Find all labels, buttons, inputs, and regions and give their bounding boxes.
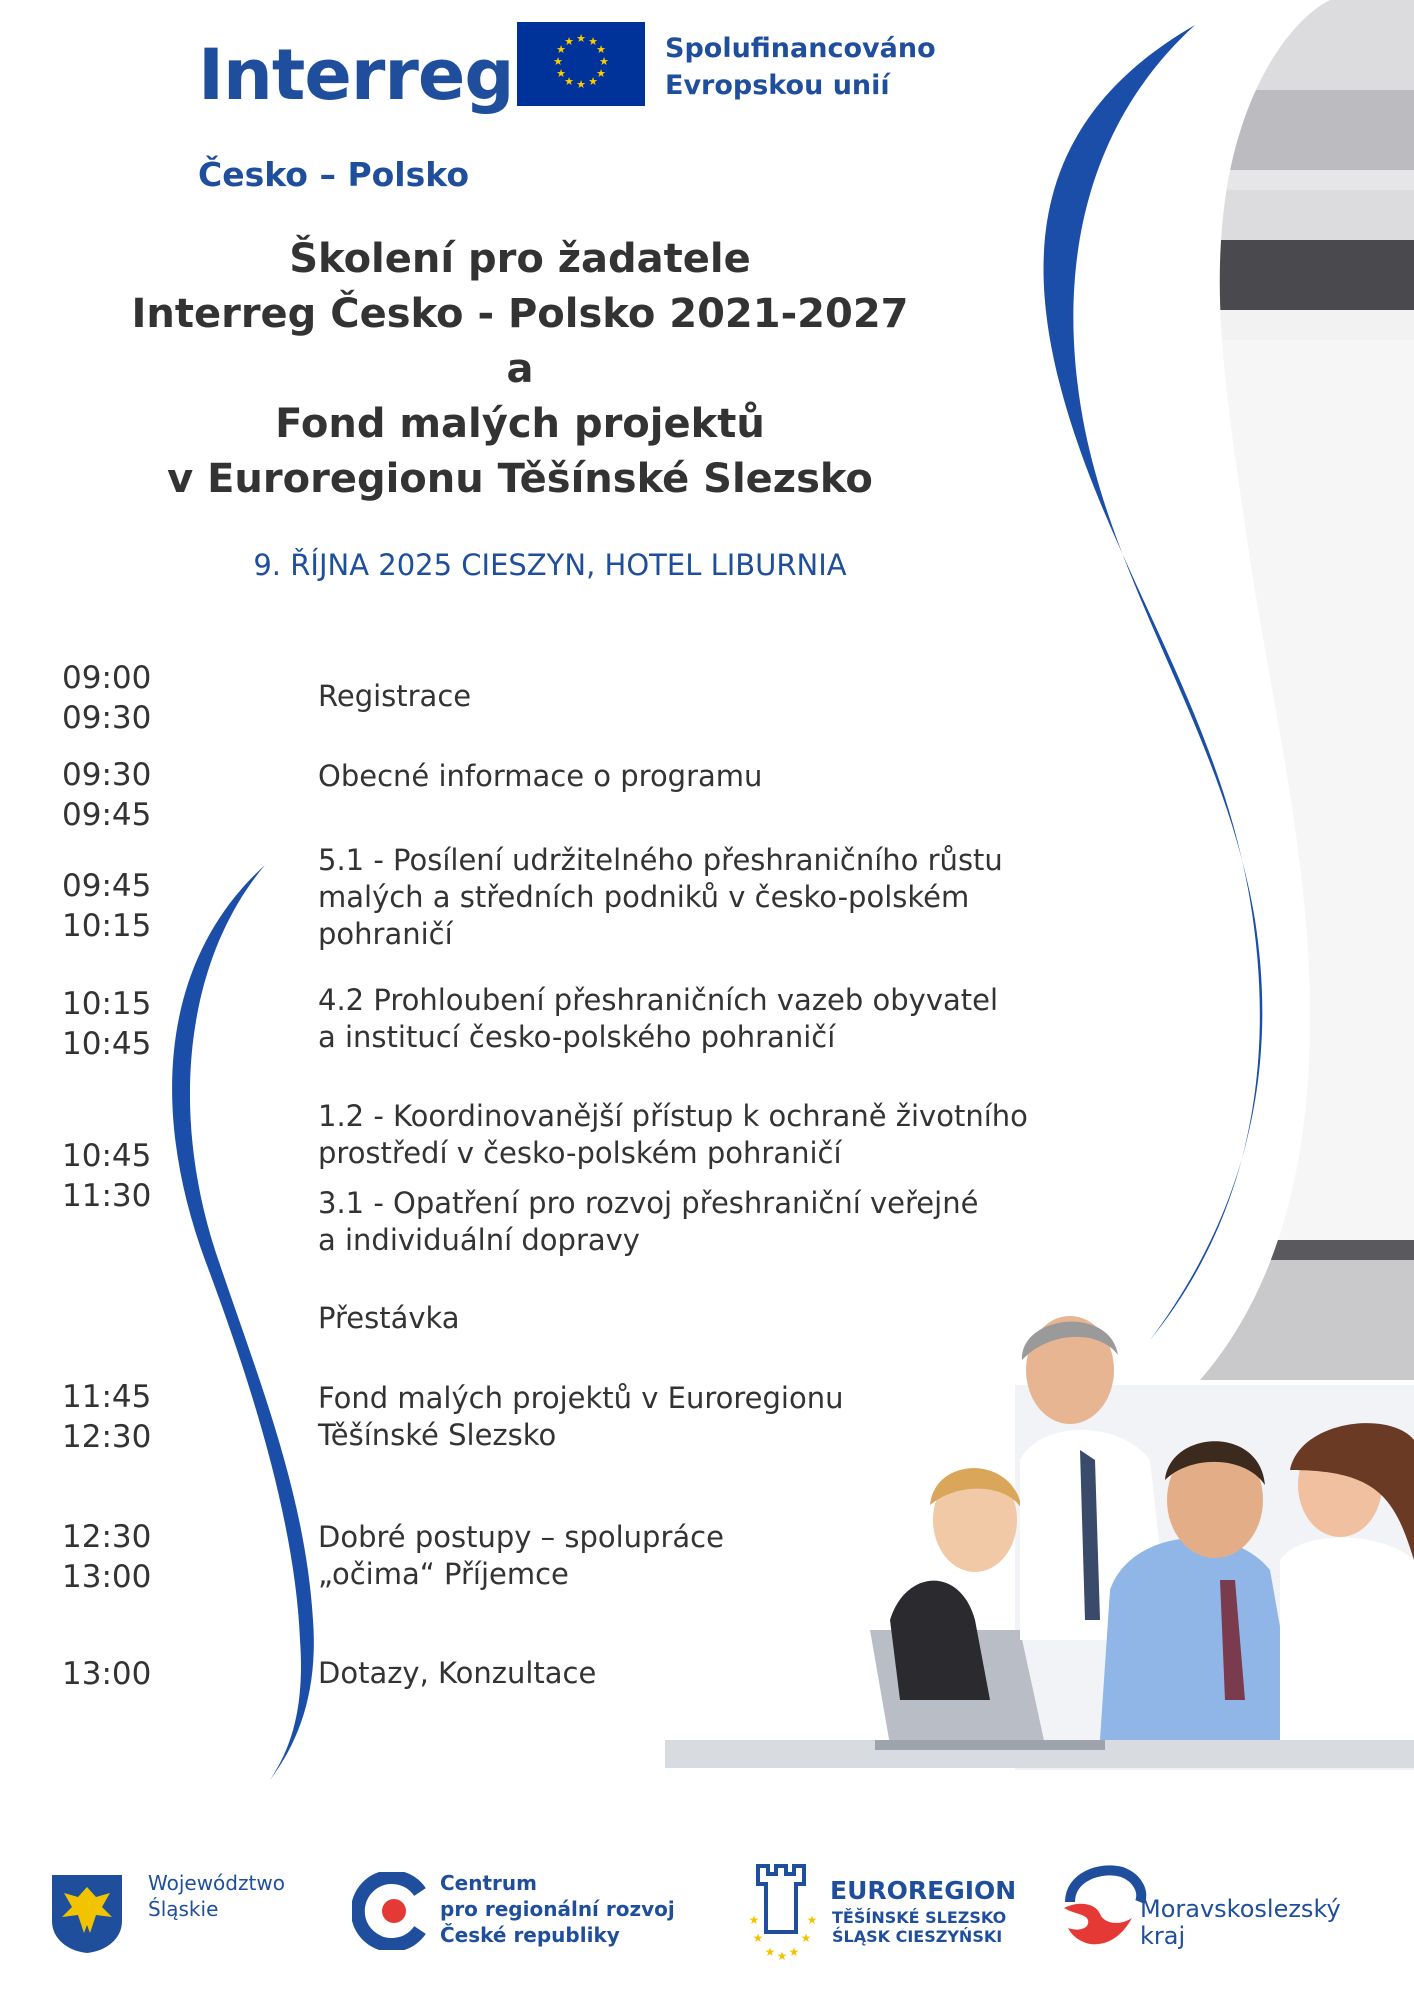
svg-text:★: ★ [576,32,586,45]
slaskie-coat-of-arms-icon [50,1873,124,1955]
time-end: 12:30 [62,1419,152,1455]
svg-text:★: ★ [553,55,563,68]
topic-line: Přestávka [318,1301,460,1335]
moravskoslezsky-logo-icon [1060,1862,1148,1954]
schedule-topic [318,1380,1118,1454]
schedule-topic [318,758,1118,795]
topic-line: a institucí česko-polského pohraničí [318,1020,836,1054]
svg-text:★: ★ [764,1945,776,1959]
msk-line2: kraj [1140,1922,1186,1950]
title-line-5: v Euroregionu Těšínské Slezsko [167,456,873,502]
time-start: 09:30 [62,757,152,793]
euroregion-subtitle [832,1908,1006,1946]
topic-line: Registrace [318,679,472,713]
euroregion-line2: ŚLĄSK CIESZYŃSKI [832,1927,1003,1946]
time-end: 10:15 [62,908,152,944]
schedule-time [62,866,232,946]
topic-line: 1.2 - Koordinovanější přístup k ochraně životního [318,1099,1028,1133]
svg-text:★: ★ [748,1913,760,1927]
moravskoslezsky-label [1140,1896,1341,1950]
euroregion-tower-icon [746,1862,826,1962]
eu-cofunding-line2: Evropskou unií [665,70,890,101]
svg-text:★: ★ [752,1931,764,1945]
topic-line: pohraničí [318,917,453,951]
slaskie-line1: Województwo [148,1871,285,1895]
topic-line: Dotazy, Konzultace [318,1656,597,1690]
interreg-logo-text: Interreg [198,34,514,116]
svg-text:★: ★ [556,67,566,80]
time-start: 09:00 [62,660,152,696]
topic-line: „očima“ Příjemce [318,1557,569,1591]
topic-line: a individuální dopravy [318,1223,640,1257]
time-start: 13:00 [62,1656,152,1692]
schedule-time [62,1136,232,1216]
title-line-2: Interreg Česko - Polsko 2021-2027 [131,291,909,337]
svg-text:★: ★ [776,1949,788,1962]
svg-text:★: ★ [800,1931,812,1945]
time-start: 11:45 [62,1379,152,1415]
title-line-1: Školení pro žadatele [289,236,751,282]
svg-text:★: ★ [588,75,598,88]
time-end: 10:45 [62,1026,152,1062]
slaskie-line2: Śląskie [148,1897,219,1921]
schedule-topic [318,678,1118,715]
schedule-time [62,658,232,738]
svg-text:★: ★ [576,78,586,91]
crr-label [440,1870,675,1948]
crr-line2: pro regionální rozvoj [440,1897,675,1921]
svg-text:★: ★ [564,35,574,48]
topic-line: Obecné informace o programu [318,759,763,793]
time-end: 13:00 [62,1559,152,1595]
time-start: 10:45 [62,1138,152,1174]
title-line-4: Fond malých projektů [275,401,765,447]
crr-line1: Centrum [440,1871,537,1895]
time-end: 11:30 [62,1178,152,1214]
svg-text:★: ★ [599,55,609,68]
topic-line: prostředí v česko-polském pohraničí [318,1136,842,1170]
topic-line: 4.2 Prohloubení přeshraničních vazeb obyvatel [318,983,999,1017]
topic-line: Fond malých projektů v Euroregionu [318,1381,844,1415]
svg-text:★: ★ [588,35,598,48]
time-end: 09:45 [62,797,152,833]
schedule-time [62,984,232,1064]
schedule-time [62,1377,232,1457]
eu-cofunding-label [665,30,936,104]
topic-line: malých a středních podniků v česko-polském [318,880,970,914]
topic-line: Těšínské Slezsko [318,1418,557,1452]
euroregion-title: EUROREGION [830,1876,1017,1905]
crr-logo-icon [352,1872,430,1950]
eu-flag-icon [517,22,645,106]
page-title [60,232,980,507]
schedule-time [62,755,232,835]
time-end: 09:30 [62,700,152,736]
euroregion-line1: TĚŠÍNSKÉ SLEZSKO [832,1908,1007,1927]
schedule-topic-break [318,1300,1118,1337]
topic-line: 5.1 - Posílení udržitelného přeshraničního růstu [318,843,1003,877]
schedule-topic-secondary [318,1185,1118,1259]
svg-text:★: ★ [806,1913,818,1927]
svg-text:★: ★ [556,43,566,56]
interreg-logo [198,34,513,116]
svg-text:★: ★ [596,67,606,80]
svg-text:★: ★ [596,43,606,56]
svg-text:★: ★ [788,1945,800,1959]
topic-line: 3.1 - Opatření pro rozvoj přeshraniční veřejné [318,1186,979,1220]
crr-line3: České republiky [440,1923,620,1947]
schedule-topic [318,1655,1118,1692]
schedule-time [62,1654,232,1694]
svg-text:★: ★ [564,75,574,88]
schedule-time [62,1517,232,1597]
schedule-topic [318,842,1118,953]
programme-region: Česko – Polsko [198,155,469,194]
topic-line: Dobré postupy – spolupráce [318,1520,724,1554]
title-line-3: a [506,346,534,392]
slaskie-label [148,1870,285,1922]
event-date-location: 9. ŘÍJNA 2025 CIESZYN, HOTEL LIBURNIA [253,548,847,582]
eu-cofunding-line1: Spolufinancováno [665,33,936,64]
time-start: 10:15 [62,986,152,1022]
time-start: 12:30 [62,1519,152,1555]
schedule-topic [318,1519,1118,1593]
time-start: 09:45 [62,868,152,904]
msk-line1: Moravskoslezský [1140,1895,1341,1923]
schedule-topic [318,1098,1118,1172]
schedule-topic [318,982,1118,1056]
